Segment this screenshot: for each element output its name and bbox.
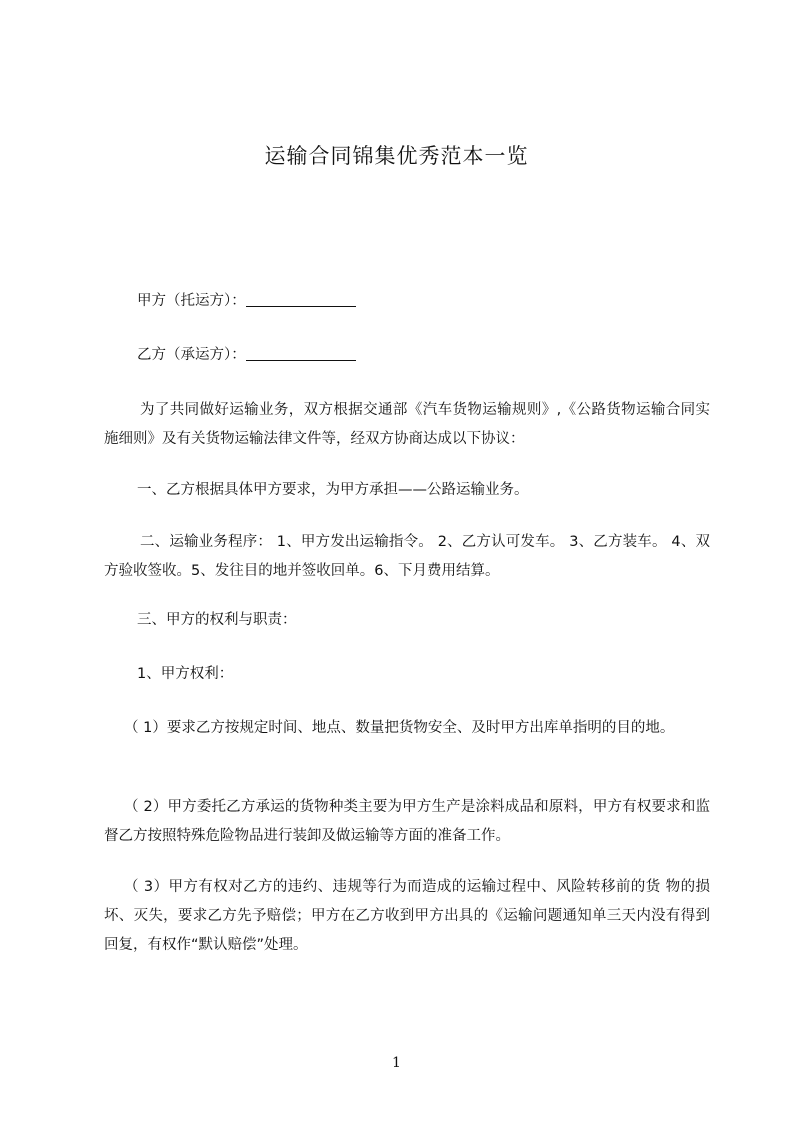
document-title: 运输合同锦集优秀范本一览 — [264, 144, 529, 168]
party-a-blank — [246, 290, 356, 307]
clause-3-heading: 三、甲方的权利与职责： — [137, 612, 297, 628]
right-item-2: （ 2）甲方委托乙方承运的货物种类主要为甲方生产是涂料成品和原料，甲方有权要求和监督乙方按照特殊危险物品进行装卸及做运输等方面的准备工作。 — [104, 799, 710, 844]
party-b-blank — [246, 344, 356, 361]
right-item-1: （ 1）要求乙方按规定时间、地点、数量把货物安全、及时甲方出库单指明的目的地。 — [124, 720, 675, 736]
page-number: 1 — [392, 1055, 401, 1071]
party-a-line — [104, 287, 710, 316]
sub-heading-party-a-rights: 1、甲方权利： — [137, 666, 234, 682]
clause-1: 一、乙方根据具体甲方要求，为甲方承担——公路运输业务。 — [137, 482, 529, 498]
right-item-3: （ 3）甲方有权对乙方的违约、违规等行为而造成的运输过程中、风险转移前的货 物的损坏、灭失，要求乙方先予赔偿；甲方在乙方收到甲方出具的《运输问题通知单三天内没有得到回复，有权作“默认赔偿”处理。 — [104, 879, 710, 953]
clause-2: 二、运输业务程序： 1、甲方发出运输指令。 2、乙方认可发车。 3、乙方装车。 4、双方验收签收。5、发往目的地并签收回单。6、下月费用结算。 — [104, 534, 710, 579]
party-b-label: 乙方（承运方）： — [137, 347, 246, 363]
intro-paragraph: 为了共同做好运输业务，双方根据交通部《汽车货物运输规则》,《公路货物运输合同实施细则》及有关货物运输法律文件等，经双方协商达成以下协议： — [104, 402, 710, 447]
party-a-label: 甲方（托运方）： — [137, 293, 246, 309]
party-b-line — [104, 341, 710, 370]
